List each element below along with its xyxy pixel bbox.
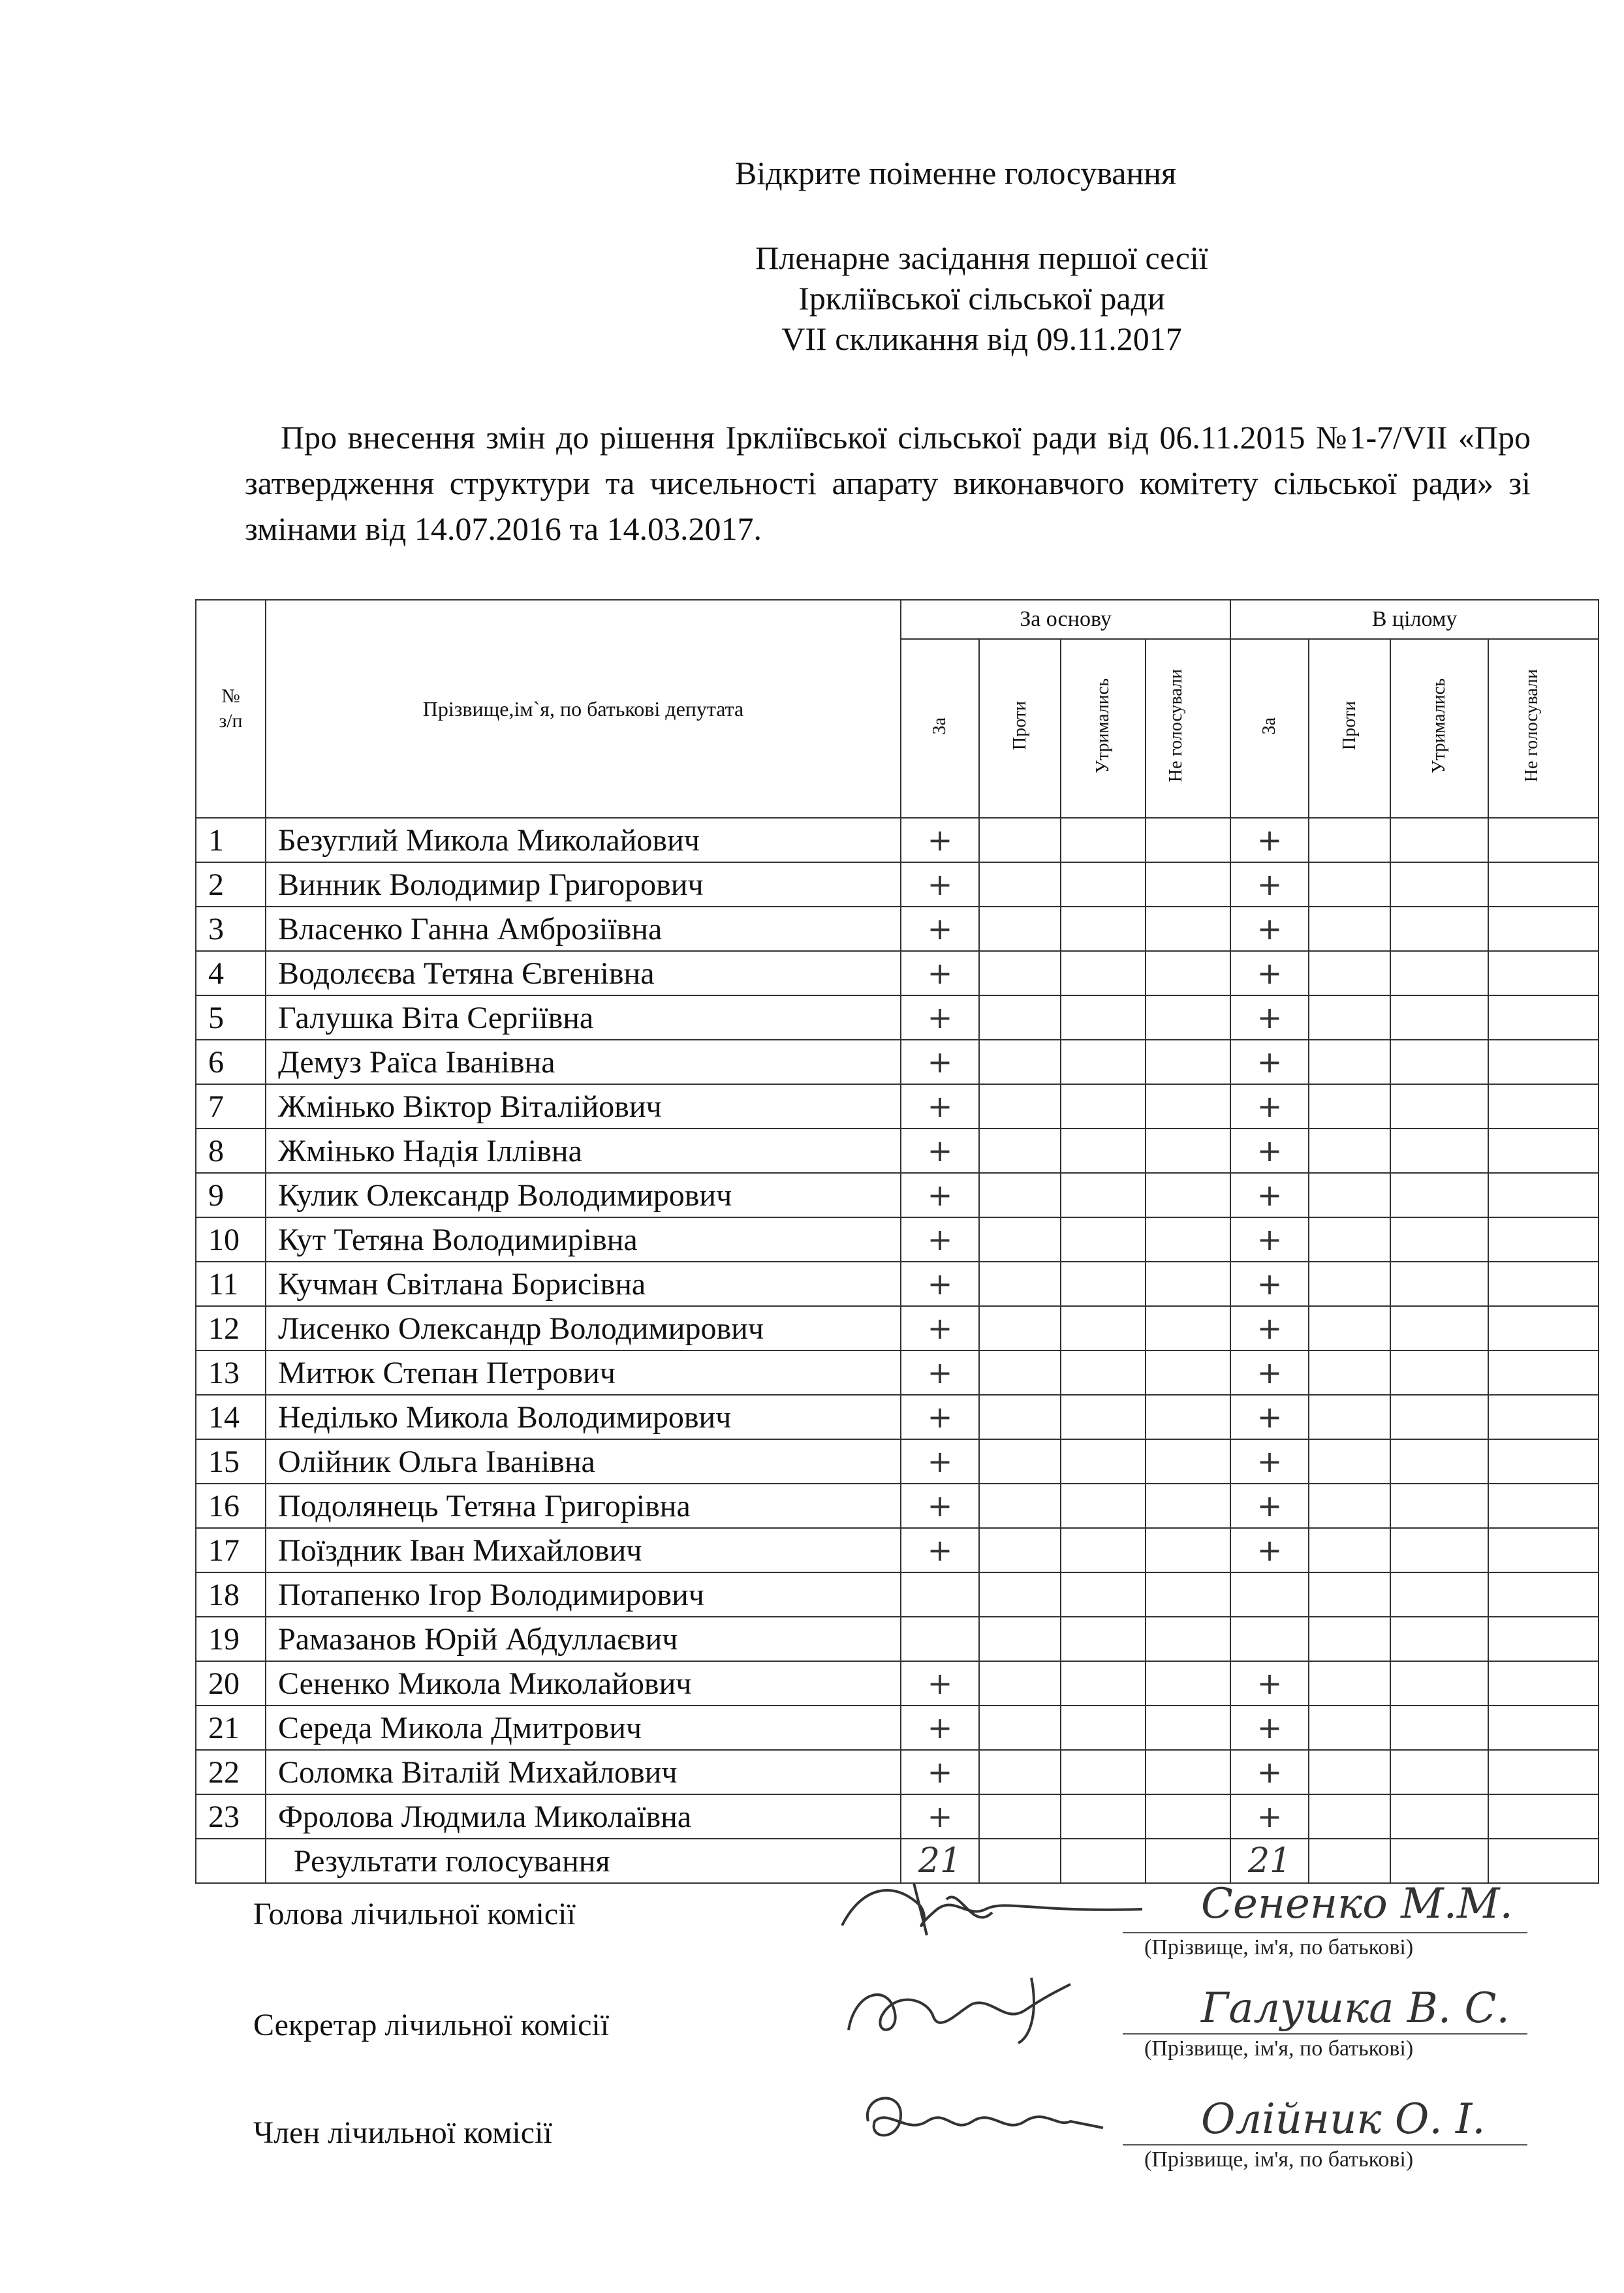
table-row: [196, 1306, 1599, 1350]
deputy-name: Водолєєва Тетяна Євгенівна: [266, 951, 901, 995]
agenda-topic: Про внесення змін до рішення Ірклiївської сільської ради від 06.11.2015 №1-7/VII «Про затвердження структури та чисельності апарату виконавчого комітету сільської ради» зі змінами від 14.07.2016 та 14.03.2017.: [245, 419, 1531, 547]
vote-cell-empty: [1488, 1084, 1599, 1129]
vote-cell-empty: [979, 1750, 1061, 1794]
vote-cell-empty: [979, 1084, 1061, 1129]
vote-basis-for: +: [901, 1217, 979, 1262]
vote-basis-for: +: [901, 1262, 979, 1306]
table-row: [196, 1528, 1599, 1572]
col-header-abstained: Утримались: [1390, 639, 1488, 818]
signature-name-secretary: Галушка В. С.: [1201, 1984, 1510, 2033]
row-number: 19: [196, 1617, 266, 1661]
vote-cell-empty: [979, 1572, 1061, 1617]
vote-cell-empty: [1488, 1306, 1599, 1350]
signature-line: [1123, 2144, 1527, 2145]
deputy-name: Кучман Світлана Борисівна: [266, 1262, 901, 1306]
vote-cell-empty: [1061, 1439, 1146, 1484]
vote-cell-empty: [979, 1173, 1061, 1217]
row-number: 8: [196, 1129, 266, 1173]
table-row: [196, 1084, 1599, 1129]
vote-basis-for: +: [901, 1484, 979, 1528]
session-line-2: Ірклiївської сільської ради: [798, 280, 1165, 317]
vote-cell-empty: [1309, 1794, 1390, 1839]
vote-cell-empty: [1390, 862, 1488, 907]
vote-cell-empty: [1488, 1750, 1599, 1794]
vote-cell-empty: [1488, 862, 1599, 907]
deputy-name: Демуз Раїса Іванівна: [266, 1040, 901, 1084]
vote-basis-for: +: [901, 907, 979, 951]
col-header-against: Проти: [979, 639, 1061, 818]
session-line-1: Пленарне засідання першої сесії: [755, 240, 1208, 276]
deputy-name: Фролова Людмила Миколаївна: [266, 1794, 901, 1839]
vote-cell-empty: [1488, 1129, 1599, 1173]
signature-hint: (Прізвище, ім'я, по батькові): [1144, 2036, 1414, 2061]
vote-cell-empty: [1309, 1040, 1390, 1084]
vote-cell-empty: [1390, 1217, 1488, 1262]
document-title: Відкрите поіменне голосування: [735, 155, 1176, 191]
vote-cell-empty: [979, 1617, 1061, 1661]
vote-cell-empty: [979, 1306, 1061, 1350]
table-row: [196, 951, 1599, 995]
vote-cell-empty: [1061, 1395, 1146, 1439]
table-row: [196, 1350, 1599, 1395]
row-number: 5: [196, 995, 266, 1040]
vote-cell-empty: [1488, 1661, 1599, 1706]
table-row: [196, 1217, 1599, 1262]
deputy-name: Кулик Олександр Володимирович: [266, 1173, 901, 1217]
signature-line: [1123, 1932, 1527, 1933]
row-number: 17: [196, 1528, 266, 1572]
vote-cell-empty: [1061, 1040, 1146, 1084]
vote-cell-empty: [1061, 1217, 1146, 1262]
row-number: 11: [196, 1262, 266, 1306]
vote-cell-empty: [1390, 1350, 1488, 1395]
vote-cell-empty: [1146, 1661, 1230, 1706]
vote-cell-empty: [1488, 1173, 1599, 1217]
vote-cell-empty: [1390, 1395, 1488, 1439]
vote-cell-empty: [1146, 1750, 1230, 1794]
vote-whole-for: +: [1230, 1794, 1309, 1839]
vote-cell-empty: [1146, 951, 1230, 995]
vote-cell-empty: [1309, 995, 1390, 1040]
vote-whole-for: +: [1230, 1040, 1309, 1084]
vote-cell-empty: [1488, 1439, 1599, 1484]
row-number: 23: [196, 1794, 266, 1839]
group-header-whole: В цілому: [1230, 600, 1599, 639]
row-number: 20: [196, 1661, 266, 1706]
vote-cell-empty: [1309, 1750, 1390, 1794]
vote-cell-empty: [1146, 1306, 1230, 1350]
vote-whole-for: +: [1230, 1350, 1309, 1395]
deputy-name: Митюк Степан Петрович: [266, 1350, 901, 1395]
vote-cell-empty: [1390, 1528, 1488, 1572]
vote-basis-for: +: [901, 951, 979, 995]
signature-name-member: Олійник О. І.: [1201, 2095, 1486, 2144]
vote-cell-empty: [1309, 1706, 1390, 1750]
vote-cell-empty: [1309, 1528, 1390, 1572]
vote-cell-empty: [1061, 1572, 1146, 1617]
vote-cell-empty: [1488, 1040, 1599, 1084]
vote-cell-empty: [1309, 1084, 1390, 1129]
vote-cell-empty: [979, 1129, 1061, 1173]
row-number: 16: [196, 1484, 266, 1528]
vote-cell-empty: [1390, 1439, 1488, 1484]
row-number: 6: [196, 1040, 266, 1084]
table-row: [196, 1439, 1599, 1484]
row-number: 21: [196, 1706, 266, 1750]
vote-cell-empty: [979, 1350, 1061, 1395]
vote-basis-for: +: [901, 1129, 979, 1173]
vote-cell-empty: [1390, 818, 1488, 862]
vote-cell-empty: [979, 818, 1061, 862]
vote-cell-empty: [1488, 1350, 1599, 1395]
signature-role-chair: Голова лічильної комісії: [253, 1897, 576, 1931]
vote-whole-for: +: [1230, 1084, 1309, 1129]
vote-cell-empty: [1146, 907, 1230, 951]
vote-cell-empty: [1146, 1129, 1230, 1173]
row-number: 3: [196, 907, 266, 951]
vote-basis-for: +: [901, 1173, 979, 1217]
row-number: 22: [196, 1750, 266, 1794]
vote-cell-empty: [1390, 951, 1488, 995]
vote-cell-empty: [1488, 1617, 1599, 1661]
vote-cell-empty: [1146, 1794, 1230, 1839]
vote-whole-for: +: [1230, 1750, 1309, 1794]
vote-basis-for: +: [901, 818, 979, 862]
vote-cell-empty: [1390, 1306, 1488, 1350]
vote-basis-for: +: [901, 1395, 979, 1439]
vote-whole-for: +: [1230, 862, 1309, 907]
vote-cell-empty: [1146, 1040, 1230, 1084]
vote-cell-empty: [1488, 995, 1599, 1040]
number-header: № з/п: [196, 600, 266, 818]
deputy-name: Власенко Ганна Амброзіївна: [266, 907, 901, 951]
vote-cell-empty: [1488, 1572, 1599, 1617]
deputy-name: Потапенко Ігор Володимирович: [266, 1572, 901, 1617]
vote-cell-empty: [1146, 1706, 1230, 1750]
vote-cell-empty: [1061, 1484, 1146, 1528]
deputy-name: Галушка Віта Сергіївна: [266, 995, 901, 1040]
vote-cell-empty: [1488, 1794, 1599, 1839]
table-row: [196, 1572, 1599, 1617]
vote-cell-empty: [1061, 1794, 1146, 1839]
row-number: 15: [196, 1439, 266, 1484]
signature-role-secretary: Секретар лічильної комісії: [253, 2008, 610, 2042]
vote-cell-empty: [1309, 1572, 1390, 1617]
deputy-name: Поїздник Іван Михайлович: [266, 1528, 901, 1572]
vote-basis-for: +: [901, 1706, 979, 1750]
vote-cell-empty: [1061, 1617, 1146, 1661]
vote-cell-empty: [979, 1439, 1061, 1484]
signature-role-member: Член лічильної комісії: [253, 2115, 552, 2150]
table-row: [196, 1706, 1599, 1750]
vote-cell-empty: [1309, 1306, 1390, 1350]
result-basis-for: 21: [901, 1839, 979, 1883]
vote-cell-empty: [1061, 1706, 1146, 1750]
vote-cell-empty: [979, 995, 1061, 1040]
vote-cell-empty: [1309, 1439, 1390, 1484]
vote-cell-empty: [1309, 1661, 1390, 1706]
deputy-name: Середа Микола Дмитрович: [266, 1706, 901, 1750]
vote-cell-empty: [1061, 1750, 1146, 1794]
table-row: [196, 818, 1599, 862]
vote-cell-empty: [979, 1706, 1061, 1750]
row-number: 1: [196, 818, 266, 862]
vote-basis-for: +: [901, 1306, 979, 1350]
signature-hint: (Прізвище, ім'я, по батькові): [1144, 2147, 1414, 2172]
vote-cell-empty: [1488, 1262, 1599, 1306]
row-number: 12: [196, 1306, 266, 1350]
vote-whole-for: [1230, 1617, 1309, 1661]
vote-cell-empty: [1146, 995, 1230, 1040]
vote-basis-for: +: [901, 995, 979, 1040]
vote-cell-empty: [1061, 1129, 1146, 1173]
col-header-abstained: Утримались: [1061, 639, 1146, 818]
vote-cell-empty: [1488, 1706, 1599, 1750]
vote-basis-for: +: [901, 1084, 979, 1129]
vote-cell-empty: [1146, 1350, 1230, 1395]
deputy-name: Жмінько Віктор Віталійович: [266, 1084, 901, 1129]
vote-cell-empty: [1390, 907, 1488, 951]
table-row: [196, 1395, 1599, 1439]
vote-cell-empty: [1309, 1129, 1390, 1173]
vote-cell-empty: [1390, 1040, 1488, 1084]
vote-cell-empty: [1146, 1173, 1230, 1217]
vote-cell-empty: [1146, 1439, 1230, 1484]
deputy-name: Кут Тетяна Володимирівна: [266, 1217, 901, 1262]
vote-whole-for: +: [1230, 995, 1309, 1040]
vote-cell-empty: [1146, 1084, 1230, 1129]
vote-cell-empty: [1390, 1572, 1488, 1617]
deputy-name: Подолянець Тетяна Григорівна: [266, 1484, 901, 1528]
vote-cell-empty: [1061, 1528, 1146, 1572]
vote-cell-empty: [1488, 1484, 1599, 1528]
vote-cell-empty: [1390, 1173, 1488, 1217]
table-row: [196, 1617, 1599, 1661]
deputy-name: Неділько Микола Володимирович: [266, 1395, 901, 1439]
table-row: [196, 1040, 1599, 1084]
table-row: [196, 1129, 1599, 1173]
vote-whole-for: +: [1230, 1217, 1309, 1262]
row-number: 18: [196, 1572, 266, 1617]
table-row: [196, 1262, 1599, 1306]
vote-whole-for: +: [1230, 1706, 1309, 1750]
vote-whole-for: +: [1230, 951, 1309, 995]
vote-cell-empty: [1309, 1217, 1390, 1262]
vote-cell-empty: [1488, 818, 1599, 862]
group-header-basis: За основу: [901, 600, 1230, 639]
vote-cell-empty: [979, 951, 1061, 995]
vote-cell-empty: [1146, 1528, 1230, 1572]
vote-cell-empty: [1309, 1350, 1390, 1395]
vote-cell-empty: [1061, 1173, 1146, 1217]
row-number: 4: [196, 951, 266, 995]
vote-cell-empty: [1146, 818, 1230, 862]
vote-whole-for: +: [1230, 1262, 1309, 1306]
deputy-name: Сененко Микола Миколайович: [266, 1661, 901, 1706]
vote-cell-empty: [979, 1395, 1061, 1439]
vote-whole-for: [1230, 1572, 1309, 1617]
col-header-for: За: [901, 639, 979, 818]
vote-cell-empty: [1390, 1262, 1488, 1306]
vote-whole-for: +: [1230, 1306, 1309, 1350]
vote-cell-empty: [1309, 1617, 1390, 1661]
col-header-not-voted: Не голосували: [1488, 639, 1599, 818]
vote-cell-empty: [1146, 1484, 1230, 1528]
vote-cell-empty: [979, 862, 1061, 907]
vote-basis-for: +: [901, 1661, 979, 1706]
vote-basis-for: +: [901, 1794, 979, 1839]
vote-cell-empty: [1061, 818, 1146, 862]
vote-basis-for: +: [901, 1439, 979, 1484]
vote-cell-empty: [1061, 951, 1146, 995]
vote-cell-empty: [1061, 1084, 1146, 1129]
vote-cell-empty: [979, 1484, 1061, 1528]
vote-basis-for: +: [901, 1750, 979, 1794]
vote-cell-empty: [1146, 1395, 1230, 1439]
vote-cell-empty: [979, 1528, 1061, 1572]
vote-cell-empty: [1146, 1217, 1230, 1262]
vote-cell-empty: [1488, 1528, 1599, 1572]
vote-basis-for: +: [901, 1040, 979, 1084]
vote-whole-for: +: [1230, 1484, 1309, 1528]
handwritten-signature-chair: [835, 1873, 1149, 1945]
vote-cell-empty: [1390, 1750, 1488, 1794]
vote-cell-empty: [1390, 1084, 1488, 1129]
col-header-against: Проти: [1309, 639, 1390, 818]
deputy-name: Безуглий Микола Миколайович: [266, 818, 901, 862]
table-row: [196, 995, 1599, 1040]
signature-hint: (Прізвище, ім'я, по батькові): [1144, 1935, 1414, 1959]
session-info: [170, 238, 1624, 360]
vote-cell-empty: [1061, 1306, 1146, 1350]
vote-basis-for: [901, 1617, 979, 1661]
row-number: 13: [196, 1350, 266, 1395]
vote-cell-empty: [1146, 1617, 1230, 1661]
vote-cell-empty: [1390, 995, 1488, 1040]
table-row: [196, 907, 1599, 951]
vote-whole-for: +: [1230, 1528, 1309, 1572]
vote-cell-empty: [979, 907, 1061, 951]
vote-basis-for: +: [901, 1528, 979, 1572]
table-row: [196, 1484, 1599, 1528]
vote-whole-for: +: [1230, 907, 1309, 951]
row-number: 7: [196, 1084, 266, 1129]
vote-cell-empty: [979, 1040, 1061, 1084]
vote-cell-empty: [1390, 1129, 1488, 1173]
vote-cell-empty: [1390, 1484, 1488, 1528]
row-number: 2: [196, 862, 266, 907]
vote-cell-empty: [1309, 1262, 1390, 1306]
vote-basis-for: +: [901, 1350, 979, 1395]
vote-cell-empty: [1061, 1262, 1146, 1306]
result-whole-for: 21: [1230, 1839, 1309, 1883]
vote-cell-empty: [1146, 862, 1230, 907]
row-number: 9: [196, 1173, 266, 1217]
vote-whole-for: +: [1230, 818, 1309, 862]
vote-cell-empty: [1488, 1395, 1599, 1439]
table-row: [196, 1794, 1599, 1839]
vote-cell-empty: [979, 1661, 1061, 1706]
table-row: [196, 1750, 1599, 1794]
deputy-name: Жмінько Надія Іллівна: [266, 1129, 901, 1173]
row-number: 10: [196, 1217, 266, 1262]
vote-basis-for: +: [901, 862, 979, 907]
vote-cell-empty: [979, 1217, 1061, 1262]
vote-cell-empty: [1390, 1794, 1488, 1839]
vote-cell-empty: [1061, 1661, 1146, 1706]
vote-cell-empty: [1390, 1661, 1488, 1706]
results-label: Результати голосування: [266, 1839, 901, 1883]
vote-cell-empty: [1061, 1350, 1146, 1395]
vote-cell-empty: [1309, 818, 1390, 862]
name-header: Прізвище,ім`я, по батькові депутата: [266, 600, 901, 818]
vote-cell-empty: [1309, 951, 1390, 995]
deputy-name: Лисенко Олександр Володимирович: [266, 1306, 901, 1350]
row-number: 14: [196, 1395, 266, 1439]
vote-cell-empty: [1061, 862, 1146, 907]
vote-cell-empty: [1146, 1262, 1230, 1306]
vote-cell-empty: [1488, 951, 1599, 995]
handwritten-signature-secretary: [835, 1971, 1110, 2050]
table-row: [196, 1173, 1599, 1217]
vote-cell-empty: [1309, 862, 1390, 907]
deputy-name: Соломка Віталій Михайлович: [266, 1750, 901, 1794]
deputy-name: Олійник Ольга Іванівна: [266, 1439, 901, 1484]
vote-cell-empty: [979, 1262, 1061, 1306]
vote-cell-empty: [1309, 907, 1390, 951]
vote-whole-for: +: [1230, 1439, 1309, 1484]
col-header-not-voted: Не голосували: [1146, 639, 1230, 818]
vote-cell-empty: [1309, 1173, 1390, 1217]
table-row: [196, 1661, 1599, 1706]
vote-cell-empty: [1390, 1706, 1488, 1750]
table-row: [196, 862, 1599, 907]
vote-whole-for: +: [1230, 1129, 1309, 1173]
vote-cell-empty: [1146, 1572, 1230, 1617]
vote-whole-for: +: [1230, 1661, 1309, 1706]
session-line-3: VII скликання від 09.11.2017: [781, 320, 1182, 357]
vote-cell-empty: [1309, 1395, 1390, 1439]
vote-cell-empty: [1061, 995, 1146, 1040]
vote-basis-for: [901, 1572, 979, 1617]
deputy-name: Винник Володимир Григорович: [266, 862, 901, 907]
col-header-for: За: [1230, 639, 1309, 818]
handwritten-signature-member: [849, 2082, 1123, 2154]
vote-whole-for: +: [1230, 1395, 1309, 1439]
voting-table: [195, 599, 1599, 1884]
signature-line: [1123, 2033, 1527, 2035]
vote-cell-empty: [1488, 1217, 1599, 1262]
vote-whole-for: +: [1230, 1173, 1309, 1217]
deputy-name: Рамазанов Юрій Абдуллаєвич: [266, 1617, 901, 1661]
vote-cell-empty: [1488, 907, 1599, 951]
vote-cell-empty: [979, 1794, 1061, 1839]
vote-cell-empty: [1390, 1617, 1488, 1661]
signature-name-chair: Сененко М.М.: [1201, 1880, 1513, 1928]
vote-cell-empty: [1061, 907, 1146, 951]
vote-cell-empty: [1309, 1484, 1390, 1528]
